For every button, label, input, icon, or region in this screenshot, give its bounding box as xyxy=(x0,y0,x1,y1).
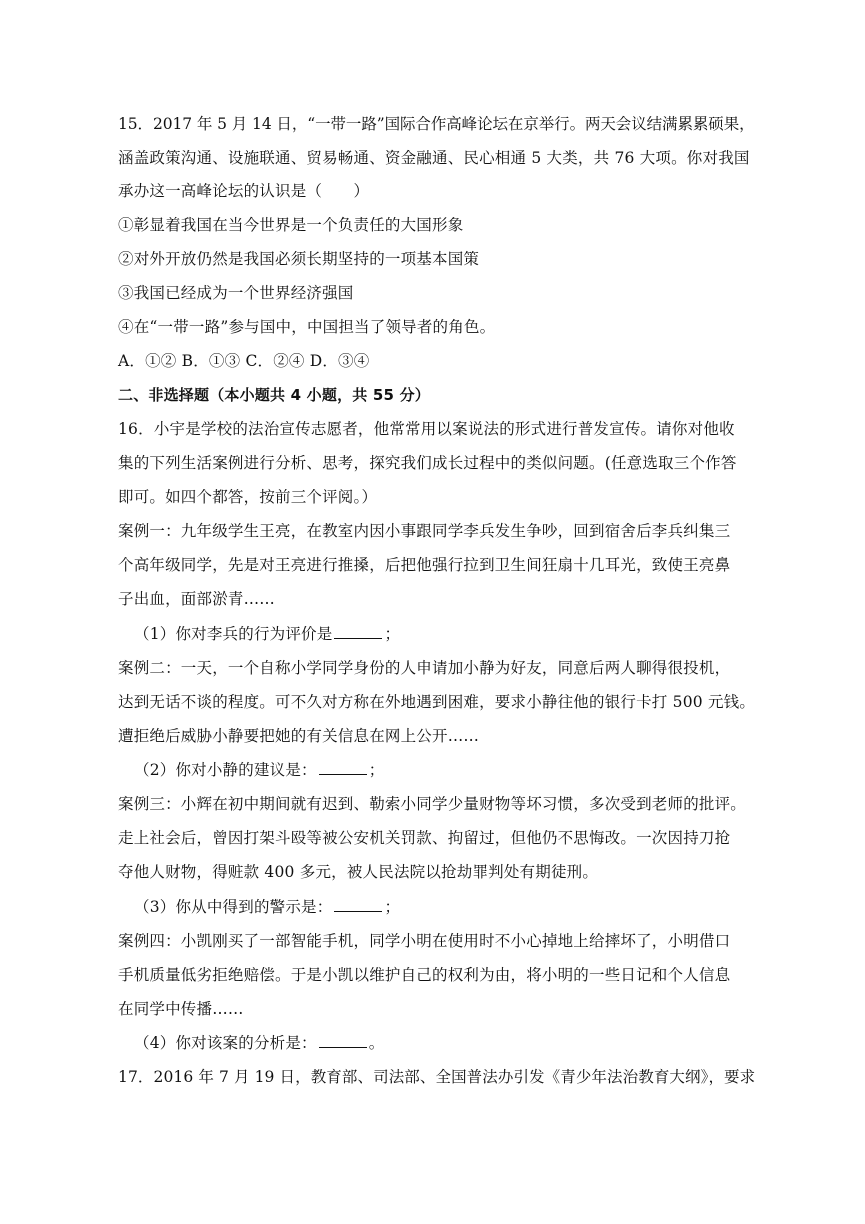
q15-option-3: ③我国已经成为一个世界经济强国 xyxy=(118,284,354,302)
sub-question-4-end: 。 xyxy=(368,1034,385,1052)
case4-line-1: 案例四：小凯刚买了一部智能手机，同学小明在使用时不小心掉地上给摔坏了，小明借口 xyxy=(118,932,731,950)
sub-question-1-end: ； xyxy=(384,625,401,643)
answer-blank-2[interactable] xyxy=(319,760,367,775)
answer-blank-4[interactable] xyxy=(319,1033,367,1048)
sub-question-2 xyxy=(134,760,384,780)
case1-line-3: 子出血，面部淤青…… xyxy=(118,590,276,608)
case1-line-1: 案例一：九年级学生王亮，在教室内因小事跟同学李兵发生争吵，回到宿舍后李兵纠集三 xyxy=(118,522,731,540)
section-heading: 二、非选择题（本小题共 4 小题，共 55 分） xyxy=(118,386,431,404)
case3-line-1: 案例三：小辉在初中期间就有迟到、勒索小同学少量财物等坏习惯，多次受到老师的批评。 xyxy=(118,795,747,813)
sub-question-3-end: ； xyxy=(384,898,401,916)
sub-question-4-text: （4）你对该案的分析是： xyxy=(134,1034,317,1052)
case1-line-2: 个高年级同学，先是对王亮进行推搡，后把他强行拉到卫生间狂扇十几耳光，致使王亮鼻 xyxy=(118,556,731,574)
sub-question-3-text: （3）你从中得到的警示是： xyxy=(134,898,333,916)
case2-line-1: 案例二：一天，一个自称小学同学身份的人申请加小静为好友，同意后两人聊得很投机， xyxy=(118,659,731,677)
case2-line-2: 达到无话不谈的程度。可不久对方称在外地遇到困难，要求小静往他的银行卡打 500 元钱。 xyxy=(118,693,756,711)
case3-line-2: 走上社会后，曾因打架斗殴等被公安机关罚款、拘留过，但他仍不思悔改。一次因持刀抢 xyxy=(118,829,731,847)
sub-question-4 xyxy=(134,1033,384,1053)
case4-line-2: 手机质量低劣拒绝赔偿。于是小凯以维护自己的权利为由，将小明的一些日记和个人信息 xyxy=(118,966,731,984)
q15-option-4: ④在“一带一路”参与国中，中国担当了领导者的角色。 xyxy=(118,318,496,336)
case2-line-3: 遭拒绝后威胁小静要把她的有关信息在网上公开…… xyxy=(118,727,480,745)
answer-blank-3[interactable] xyxy=(334,897,382,912)
q15-option-1: ①彰显着我国在当今世界是一个负责任的大国形象 xyxy=(118,216,464,234)
q17-line-1: 17．2016 年 7 月 19 日，教育部、司法部、全国普法办引发《青少年法治教育大纲》，要求 xyxy=(118,1068,756,1086)
sub-question-1-text: （1）你对李兵的行为评价是 xyxy=(134,625,333,643)
q16-line-3: 即可。如四个都答，按前三个评阅。） xyxy=(118,488,378,506)
case3-line-3: 夺他人财物，得赃款 400 多元，被人民法院以抢劫罪判处有期徒刑。 xyxy=(118,863,599,881)
sub-question-2-end: ； xyxy=(368,761,385,779)
q15-line-2: 涵盖政策沟通、设施联通、贸易畅通、资金融通、民心相通 5 大类，共 76 大项。你对我国 xyxy=(118,149,750,167)
q16-line-1: 16．小宇是学校的法治宣传志愿者，他常常用以案说法的形式进行普发宣传。请你对他收 xyxy=(118,420,735,438)
case4-line-3: 在同学中传播…… xyxy=(118,1000,244,1018)
q16-line-2: 集的下列生活案例进行分析、思考，探究我们成长过程中的类似问题。(任意选取三个作答 xyxy=(118,454,737,472)
sub-question-3 xyxy=(134,897,400,917)
sub-question-2-text: （2）你对小静的建议是： xyxy=(134,761,317,779)
q15-line-1: 15．2017 年 5 月 14 日，“一带一路”国际合作高峰论坛在京举行。两天会议结满累累硕果， xyxy=(118,115,755,133)
sub-question-1 xyxy=(134,624,400,644)
q15-option-2: ②对外开放仍然是我国必须长期坚持的一项基本国策 xyxy=(118,250,480,268)
q15-line-3: 承办这一高峰论坛的认识是（ ） xyxy=(118,182,370,200)
answer-blank-1[interactable] xyxy=(334,624,382,639)
q15-choices: A．①② B．①③ C．②④ D．③④ xyxy=(118,352,370,370)
